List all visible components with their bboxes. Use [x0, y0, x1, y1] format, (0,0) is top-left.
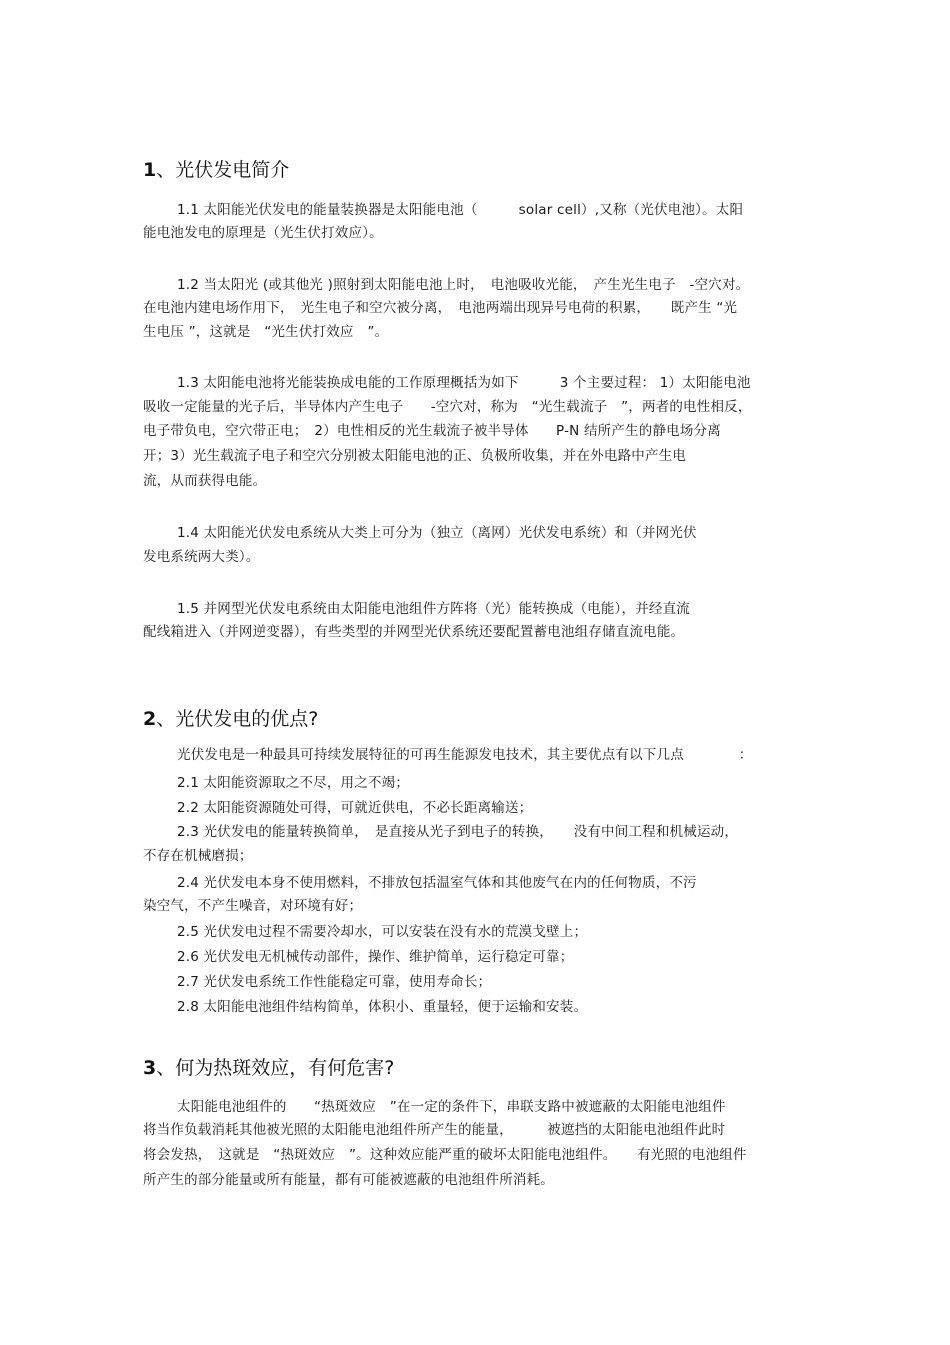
section-number: 3: [143, 1057, 157, 1079]
list-item: 2.7 光伏发电系统工作性能稳定可靠，使用寿命长；: [177, 974, 492, 990]
paragraph-line: 1.1 太阳能光伏发电的能量装换器是太阳能电池（ solar cell）,又称（光伏电池）。太阳: [177, 202, 744, 218]
list-item: 2.3 光伏发电的能量转换简单， 是直接从光子到电子的转换， 没有中间工程和机械运动，: [177, 824, 739, 840]
section-title: 、光伏发电的优点?: [156, 708, 319, 730]
section-title: 、何为热斑效应，有何危害?: [156, 1057, 395, 1079]
section-number: 1: [143, 159, 157, 181]
paragraph-line: 吸收一定能量的光子后，半导体内产生电子 -空穴对，称为 “光生载流子 ”，两者的电性相反，: [143, 399, 752, 415]
paragraph-line: 1.5 并网型光伏发电系统由太阳能电池组件方阵将（光）能转换成（电能），并经直流: [177, 601, 691, 617]
paragraph-line: 将当作负载消耗其他被光照的太阳能电池组件所产生的能量， 被遮挡的太阳能电池组件此时: [143, 1122, 726, 1138]
paragraph-line: 1.2 当太阳光 (或其他光 )照射到太阳能电池上时， 电池吸收光能， 产生光生电子 -空穴对。: [177, 277, 750, 293]
paragraph-line: 生电压 ”，这就是 “光生伏打效应 ”。: [143, 324, 389, 340]
list-item-continuation: 染空气，不产生噪音，对环境有好；: [143, 898, 363, 914]
paragraph-line: 在电池内建电场作用下， 光生电子和空穴被分离， 电池两端出现异号电荷的积累， 既产生 “光: [143, 300, 738, 316]
list-item: 2.8 太阳能电池组件结构简单，体积小、重量轻，便于运输和安装。: [177, 999, 588, 1015]
paragraph-line: 能电池发电的原理是（光生伏打效应）。: [143, 225, 383, 241]
paragraph-line: 1.3 太阳能电池将光能装换成电能的工作原理概括为如下 3 个主要过程： 1）太阳能电池: [177, 375, 751, 391]
paragraph-line: 光伏发电是一种最具可持续发展特征的可再生能源发电技术，其主要优点有以下几点 ：: [177, 747, 753, 763]
list-item-continuation: 不存在机械磨损；: [143, 848, 253, 864]
paragraph-line: 发电系统两大类）。: [143, 549, 260, 565]
paragraph-line: 开；3）光生载流子电子和空穴分别被太阳能电池的正、负极所收集，并在外电路中产生电: [143, 448, 687, 464]
paragraph-line: 所产生的部分能量或所有能量，都有可能被遮蔽的电池组件所消耗。: [143, 1172, 554, 1188]
section-number: 2: [143, 708, 157, 730]
list-item: 2.5 光伏发电过程不需要冷却水，可以安装在没有水的荒漠戈壁上；: [177, 924, 588, 940]
section-1-heading: [143, 155, 289, 182]
list-item: 2.4 光伏发电本身不使用燃料，不排放包括温室气体和其他废气在内的任何物质，不污: [177, 875, 697, 891]
paragraph-line: 将会发热， 这就是 “热斑效应 ”。这种效应能严重的破坏太阳能电池组件。 有光照的电池组件: [143, 1147, 747, 1163]
paragraph-line: 1.4 太阳能光伏发电系统从大类上可分为（独立（离网）光伏发电系统）和（并网光伏: [177, 525, 697, 541]
list-item: 2.6 光伏发电无机械传动部件，操作、维护简单，运行稳定可靠；: [177, 949, 574, 965]
list-item: 2.2 太阳能资源随处可得，可就近供电，不必长距离输送；: [177, 800, 533, 816]
list-item: 2.1 太阳能资源取之不尽，用之不竭；: [177, 775, 410, 791]
paragraph-line: 配线箱进入（并网逆变器），有些类型的并网型光伏系统还要配置蓄电池组存储直流电能。: [143, 624, 685, 640]
paragraph-line: 太阳能电池组件的 “热斑效应 ”在一定的条件下，串联支路中被遮蔽的太阳能电池组件: [177, 1099, 726, 1115]
section-title: 、光伏发电简介: [156, 159, 290, 181]
section-3-heading: [143, 1053, 394, 1080]
paragraph-line: 电子带负电，空穴带正电； 2）电性相反的光生载流子被半导体 P-N 结所产生的静电场分离: [143, 423, 721, 439]
paragraph-line: 流，从而获得电能。: [143, 473, 267, 489]
section-2-heading: [143, 704, 318, 731]
